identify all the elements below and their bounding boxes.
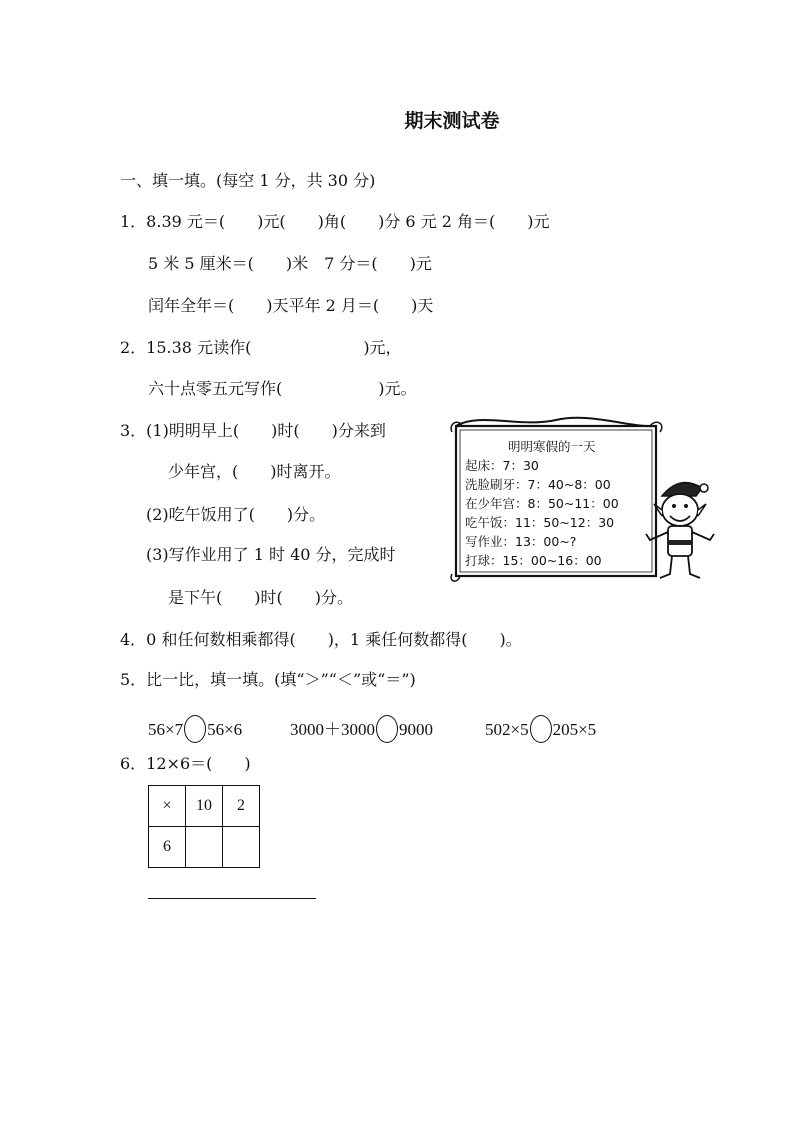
- compare-left: 56×7: [148, 720, 184, 739]
- compare-circle-1[interactable]: [184, 715, 206, 743]
- grid-row: [149, 827, 260, 868]
- schedule-row: 起床：7：30: [465, 458, 539, 473]
- compare-item-3: [485, 715, 596, 743]
- compare-item-1: [148, 715, 242, 743]
- section-heading: 一、填一填。(每空 1 分，共 30 分): [120, 171, 376, 190]
- question-3-line-2: 少年宫，( )时离开。: [168, 462, 341, 481]
- question-4: 4．0 和任何数相乘都得( )，1 乘任何数都得( )。: [120, 630, 522, 649]
- compare-left: 502×5: [485, 720, 529, 739]
- grid-answer-cell[interactable]: [186, 827, 223, 868]
- elf-character-icon: [640, 474, 720, 584]
- schedule-row: 洗脸刷牙：7：40~8：00: [465, 477, 611, 492]
- compare-right: 9000: [399, 720, 433, 739]
- grid-cell: 2: [223, 786, 260, 827]
- question-3-line-1: 3．(1)明明早上( )时( )分来到: [120, 421, 386, 440]
- answer-underline: [148, 898, 316, 899]
- schedule-row: 吃午饭：11：50~12：30: [465, 515, 615, 530]
- question-1-line-2: 5 米 5 厘米＝( )米 7 分＝( )元: [148, 254, 432, 273]
- schedule-row: 在少年宫：8：50~11：00: [465, 496, 619, 511]
- question-3-line-5: 是下午( )时( )分。: [168, 588, 353, 607]
- compare-circle-2[interactable]: [376, 715, 398, 743]
- grid-cell: 10: [186, 786, 223, 827]
- multiplication-grid: [148, 785, 260, 868]
- grid-row: [149, 786, 260, 827]
- grid-cell: ×: [149, 786, 186, 827]
- question-1-line-1: 1．8.39 元＝( )元( )角( )分 6 元 2 角＝( )元: [120, 212, 550, 231]
- grid-cell: 6: [149, 827, 186, 868]
- question-2-line-1: 2．15.38 元读作( )元，: [120, 338, 402, 357]
- compare-item-2: [290, 715, 433, 743]
- question-1-line-3: 闰年全年＝( )天平年 2 月＝( )天: [148, 296, 434, 315]
- question-3-line-4: (3)写作业用了 1 时 40 分，完成时: [146, 545, 396, 564]
- question-2-line-2: 六十点零五元写作( )元。: [148, 379, 417, 398]
- compare-left: 3000＋3000: [290, 720, 375, 739]
- question-5-line-1: 5．比一比，填一填。(填“＞”“＜”或“＝”): [120, 670, 416, 689]
- grid-answer-cell[interactable]: [223, 827, 260, 868]
- compare-right: 205×5: [552, 720, 597, 739]
- compare-right: 56×6: [207, 720, 243, 739]
- schedule-row: 打球：15：00~16：00: [465, 553, 602, 568]
- schedule-row: 写作业：13：00~?: [465, 534, 577, 549]
- question-3-line-3: (2)吃午饭用了( )分。: [146, 505, 326, 524]
- question-6-line-1: 6．12×6＝( ): [120, 754, 251, 773]
- schedule-heading: 明明寒假的一天: [508, 439, 596, 454]
- page-title: 期末测试卷: [404, 110, 500, 132]
- compare-circle-3[interactable]: [530, 715, 552, 743]
